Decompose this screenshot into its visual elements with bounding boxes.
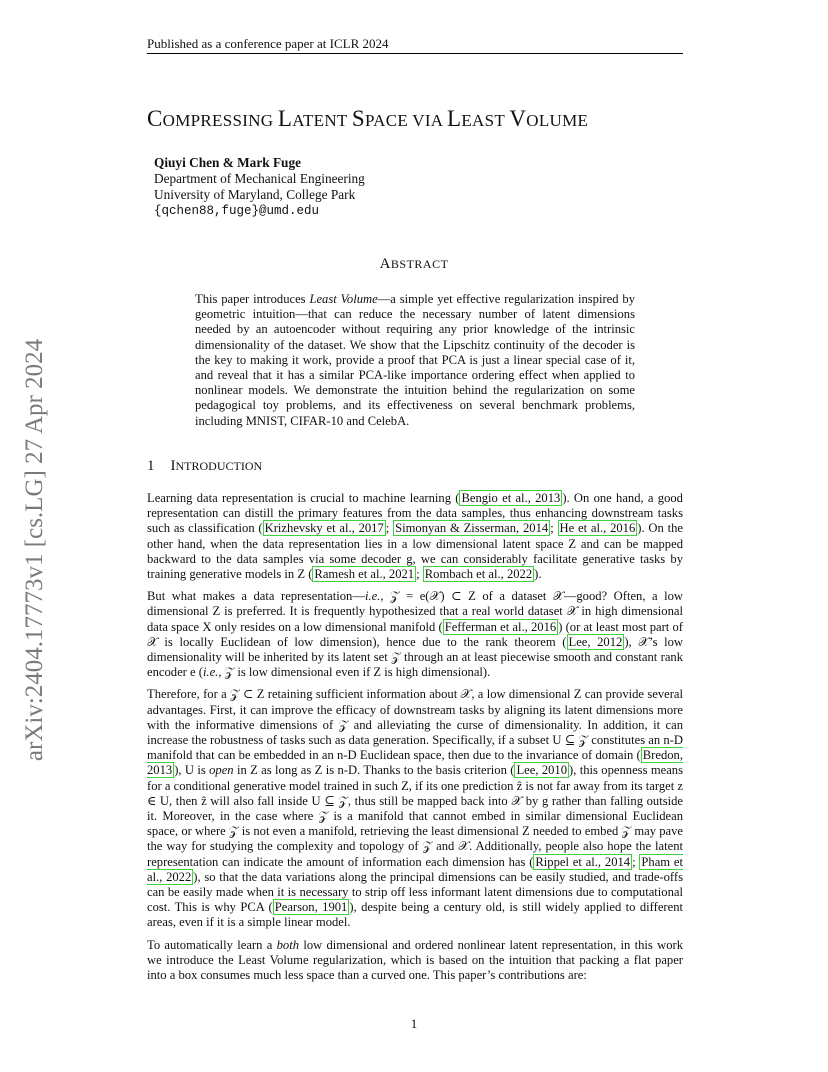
text-run: ), U is [174, 763, 210, 778]
abstract-heading-rest: BSTRACT [390, 257, 449, 271]
paragraph [147, 938, 683, 984]
author-university: University of Maryland, College Park [154, 187, 356, 202]
text-run: ), 𝒳’s low dimensionality will be inherited by its latent set 𝒵 through an at least piecewise smooth and constant rank encoder e ( [147, 634, 684, 680]
section-heading-initial: I [170, 458, 176, 474]
text-run: ; [416, 567, 423, 582]
page-number: 1 [410, 1016, 418, 1031]
text-run: ; [550, 521, 558, 536]
citation-link[interactable]: Rombach et al., 2022 [424, 567, 533, 582]
text-run: low dimensional and ordered nonlinear latent representation, in this work we introduce the Least Volume regularization, which is based on the intuition that packing a flat paper into a box consumes much less space than a curved one. This paper’s contributions are: [147, 937, 683, 983]
text-emphasis: both [276, 937, 300, 952]
title-part: OMPRESSING [162, 111, 278, 130]
text-run: ) (or at least most part of 𝒳 is locally Euclidean of low dimension), hence due to the rank theorem ( [147, 619, 683, 649]
text-run: Therefore, for a 𝒵 ⊂ Z retaining sufficient information about 𝒳, a low dimensional Z can provide several advantages. First, it can improve the efficacy of downstream tasks by aligning its latent dimensions more with the informative dimensions of 𝒵 and alleviating the curse of dimensionality. In addition, it can increase the robustness of tasks such as data generation. Specifically, if a subset U ⊆ 𝒵 constitutes an n-D manifold that can be embedded in an n-D Euclidean space, then due to the invariance of domain ( [147, 687, 683, 763]
text-run: ), despite being a century old, is still widely applied to different areas, even if it is a simple linear model. [147, 900, 683, 930]
citation-link[interactable]: Ramesh et al., 2021 [314, 567, 415, 582]
section-heading [147, 458, 262, 475]
text-run: ), this openness means for a conditional generative model trained in such Z, if its one prediction ẑ is not far away from its target z ∈ U, then ẑ will also fall inside U ⊆ 𝒵, thus still be mapped back into 𝒳 by g rather than falling outside it. Moreover, in the case where 𝒵 is a manifold that cannot embed in similar dimensional Euclidean space, or where 𝒵 is not even a manifold, retrieving the least dimensional Z needed to embed 𝒵 may pave the way for studying the complexity and topology of 𝒵 and 𝒳. Additionally, people also hope the latent representation can indicate the amount of information each dimension has ( [147, 763, 683, 869]
abstract-text-part: This paper introduces [195, 292, 310, 306]
abstract-text-part: —a simple yet effective regularization inspired by geometric intuition—that can reduce the necessary number of latent dimensions needed by an autoencoder without requiring any prior knowledge of the intrinsic dimensionality of the dataset. We show that the Lipschitz continuity of the decoder is the key to making it work, provide a proof that PCA is just a linear special case of it, and reveal that it has a similar PCA-like importance ordering effect when applied to nonlinear models. We demonstrate the intuition behind the regularization on some pedagogical toy problems, and its effectiveness on several benchmark problems, including MNIST, CIFAR-10 and CelebA. [195, 292, 636, 428]
text-run: To automatically learn a [147, 937, 277, 952]
paragraph [147, 687, 683, 930]
text-run: ), so that the data variations along the principal dimensions can be easily studied, and trade-offs can be easily made when it is necessary to strip off less informant latent dimensions due to computational cost. This is why PCA ( [147, 869, 683, 915]
text-run: Learning data representation is crucial to machine learning ( [147, 491, 460, 505]
text-run: , 𝒵 is low dimensional even if Z is high dimensional). [218, 665, 491, 680]
text-run: ). On the other hand, when the data representation lies in a low dimensional latent space Z and can be mapped backward to the data samples via some decoder g, we can considerably facilitate generative tasks by training generative models in Z ( [147, 521, 683, 582]
text-run: ). [534, 567, 542, 582]
title-part: S [351, 106, 365, 131]
text-emphasis: i.e. [364, 589, 381, 604]
text-run: in Z as long as Z is n-D. Thanks to the basis criterion ( [233, 763, 515, 778]
citation-link[interactable]: Krizhevsky et al., 2017 [264, 521, 384, 536]
citation-link[interactable]: Pham et al., 2022 [147, 854, 683, 884]
paper-title [147, 106, 588, 132]
abstract-heading-initial: A [379, 256, 391, 272]
author-block [154, 155, 365, 219]
text-run: ; [632, 854, 640, 869]
citation-link[interactable]: He et al., 2016 [559, 521, 636, 536]
section-number: 1 [147, 458, 155, 474]
title-part: L [447, 106, 462, 131]
abstract-emphasis: Least Volume [309, 292, 378, 306]
citation-link[interactable]: Bredon, 2013 [147, 748, 683, 778]
text-run: ). On one hand, a good representation can distill the primary features from the data samples, thus enhancing downstream tasks such as classification ( [147, 491, 683, 536]
citation-link[interactable]: Rippel et al., 2014 [535, 854, 631, 869]
arxiv-stamp-text: arXiv:2404.17773v1 [cs.LG] 27 Apr 2024 [21, 338, 48, 762]
paragraph [147, 589, 683, 680]
author-department: Department of Mechanical Engineering [154, 171, 365, 186]
title-part: C [147, 106, 163, 131]
title-part: ATENT [292, 111, 352, 130]
abstract-heading [0, 256, 828, 273]
title-part: OLUME [526, 111, 589, 130]
author-names: Qiuyi Chen & Mark Fuge [154, 155, 302, 170]
header-rule [147, 53, 683, 54]
body-text [147, 491, 683, 990]
title-part: L [277, 106, 293, 131]
text-run: But what makes a data representation— [147, 589, 365, 604]
running-header: Published as a conference paper at ICLR 2024 [147, 36, 389, 51]
title-part: V [509, 106, 527, 131]
text-emphasis: open [209, 763, 234, 778]
text-run: , 𝒵 = e(𝒳) ⊂ Z of a dataset 𝒳—good? Often, a low dimensional Z is preferred. It is frequently hypothesized that a real world dataset 𝒳 in high dimensional data space X only resides on a low dimensional manifold ( [147, 589, 683, 634]
citation-link[interactable]: Lee, 2010 [516, 763, 568, 778]
title-part: PACE VIA [364, 111, 448, 130]
citation-link[interactable]: Simonyan & Zisserman, 2014 [395, 521, 549, 536]
section-heading-rest: NTRODUCTION [175, 459, 263, 473]
abstract-text [195, 292, 635, 429]
citation-link[interactable]: Pearson, 1901 [274, 900, 348, 915]
paragraph [147, 491, 683, 582]
title-part: EAST [461, 111, 510, 130]
text-run: ; [385, 521, 394, 536]
citation-link[interactable]: Bengio et al., 2013 [461, 491, 561, 505]
author-email: {qchen88,fuge}@umd.edu [154, 204, 320, 218]
citation-link[interactable]: Fefferman et al., 2016 [444, 619, 557, 634]
text-emphasis: i.e. [202, 665, 219, 680]
citation-link[interactable]: Lee, 2012 [568, 634, 623, 649]
